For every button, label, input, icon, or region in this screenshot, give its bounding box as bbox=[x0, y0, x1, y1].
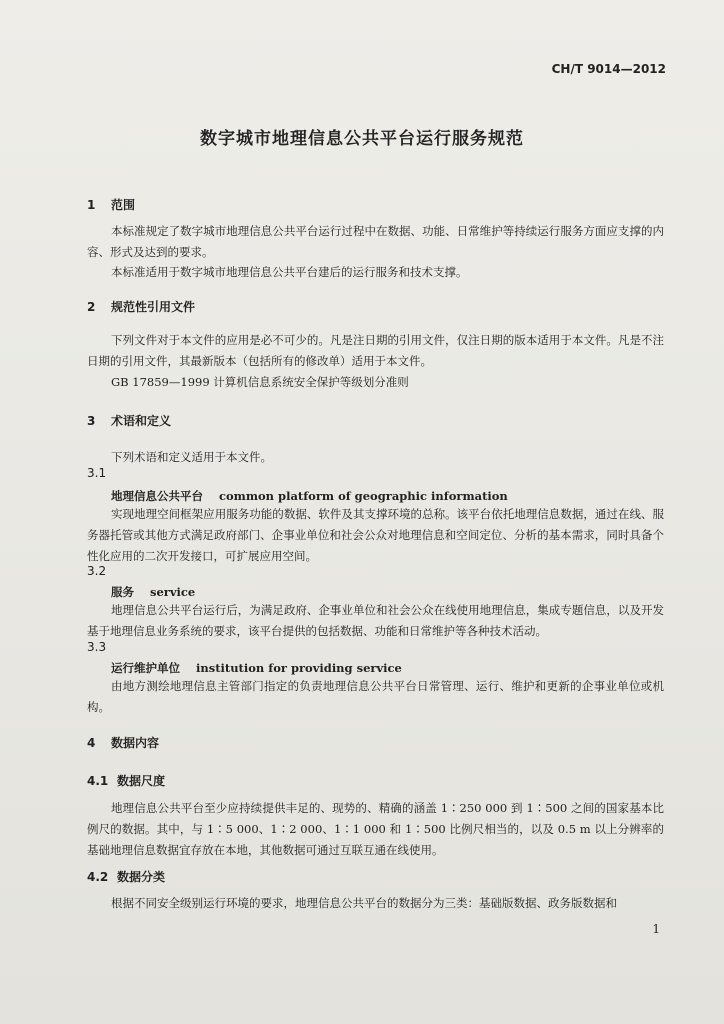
subsection-number: 4.2 bbox=[87, 870, 109, 884]
term-english: common platform of geographic information bbox=[219, 489, 508, 503]
section-2-heading bbox=[87, 298, 195, 315]
section-2-paragraph-1: 下列文件对于本文件的应用是必不可少的。凡是注日期的引用文件，仅注日期的版本适用于本文件。凡是不注日期的引用文件，其最新版本（包括所有的修改单）适用于本文件。 bbox=[87, 333, 664, 368]
section-number: 4 bbox=[87, 736, 96, 750]
section-number: 2 bbox=[87, 300, 96, 314]
term-3-2-title bbox=[111, 584, 195, 600]
subsection-4-1-paragraph: 地理信息公共平台至少应持续提供丰足的、现势的、精确的涵盖 1∶250 000 到 1∶500 之间的国家基本比例尺的数据。其中，与 1∶5 000、1∶2 000、1∶1 000 和 1∶500 比例尺相当的，以及 0.5 m 以上分辨率的基础地理信息数据宜存放在本地，其他数据可通过互联互通在线使用。 bbox=[87, 801, 664, 857]
term-3-3-title bbox=[111, 660, 402, 676]
term-english: service bbox=[150, 585, 196, 599]
subsection-4-2-paragraph: 根据不同安全级别运行环境的要求，地理信息公共平台的数据分为三类：基础版数据、政务版数据和 bbox=[111, 896, 617, 910]
subsection-title: 数据尺度 bbox=[117, 774, 166, 788]
section-title: 范围 bbox=[111, 198, 136, 212]
term-chinese: 运行维护单位 bbox=[111, 661, 180, 675]
section-1-heading bbox=[87, 196, 135, 213]
section-3-intro: 下列术语和定义适用于本文件。 bbox=[111, 450, 272, 464]
subsection-4-2-heading bbox=[87, 868, 165, 885]
term-3-3-definition: 由地方测绘地理信息主管部门指定的负责地理信息公共平台日常管理、运行、维护和更新的企事业单位或机构。 bbox=[87, 679, 664, 714]
term-3-2-definition: 地理信息公共平台运行后，为满足政府、企事业单位和社会公众在线使用地理信息，集成专题信息，以及开发基于地理信息业务系统的要求，该平台提供的包括数据、功能和日常维护等各种技术活动。 bbox=[87, 603, 664, 638]
page-number: 1 bbox=[652, 922, 660, 936]
section-4-heading bbox=[87, 734, 159, 751]
term-chinese: 地理信息公共平台 bbox=[111, 489, 203, 503]
term-3-1-definition: 实现地理空间框架应用服务功能的数据、软件及其支撑环境的总称。该平台依托地理信息数据，通过在线、服务器托管或其他方式满足政府部门、企事业单位和社会公众对地理信息和空间定位、分析的基本需求，同时具备个性化应用的二次开发接口，可扩展应用空间。 bbox=[87, 507, 664, 563]
term-chinese: 服务 bbox=[111, 585, 134, 599]
section-1-paragraph-1: 本标准规定了数字城市地理信息公共平台运行过程中在数据、功能、日常维护等持续运行服务方面应支撑的内容、形式及达到的要求。 bbox=[87, 224, 664, 259]
term-3-3-number: 3.3 bbox=[87, 640, 107, 654]
section-3-heading bbox=[87, 412, 171, 429]
normative-reference: GB 17859—1999 计算机信息系统安全保护等级划分准则 bbox=[111, 375, 409, 389]
section-number: 3 bbox=[87, 414, 96, 428]
subsection-title: 数据分类 bbox=[117, 870, 166, 884]
page-title: 数字城市地理信息公共平台运行服务规范 bbox=[200, 129, 524, 149]
section-title: 规范性引用文件 bbox=[111, 300, 196, 314]
term-3-1-title bbox=[111, 488, 508, 504]
subsection-number: 4.1 bbox=[87, 774, 109, 788]
section-1-paragraph-2: 本标准适用于数字城市地理信息公共平台建后的运行服务和技术支撑。 bbox=[111, 265, 468, 279]
term-3-1-number: 3.1 bbox=[87, 466, 107, 480]
standard-code: CH/T 9014—2012 bbox=[551, 62, 666, 76]
section-title: 数据内容 bbox=[111, 736, 160, 750]
section-title: 术语和定义 bbox=[111, 414, 172, 428]
term-english: institution for providing service bbox=[196, 661, 402, 675]
subsection-4-1-heading bbox=[87, 772, 165, 789]
section-number: 1 bbox=[87, 198, 96, 212]
term-3-2-number: 3.2 bbox=[87, 564, 107, 578]
